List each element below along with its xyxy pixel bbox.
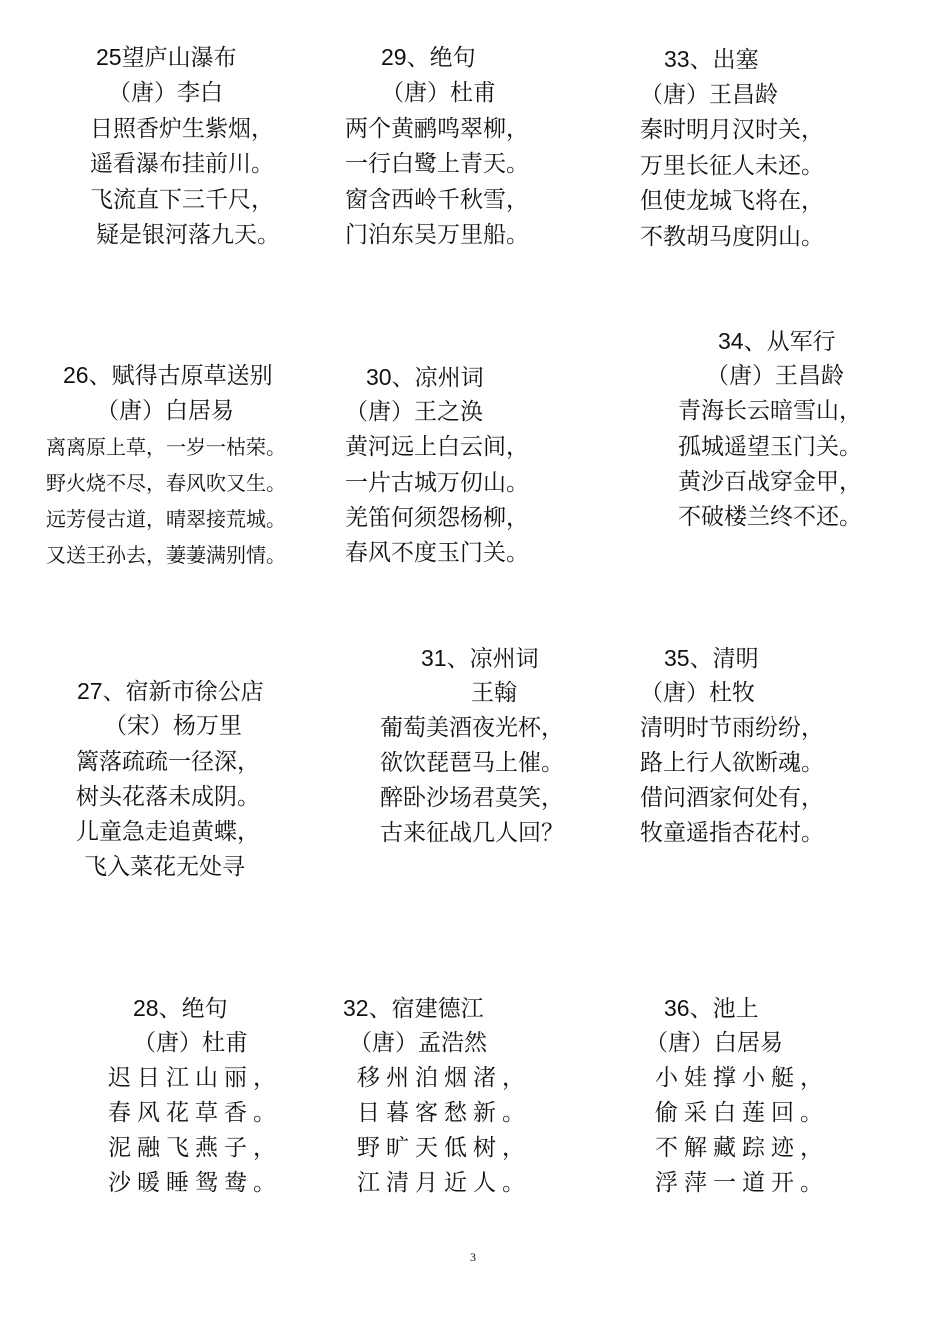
poem-line: 浮萍一道开。 [655,1170,829,1196]
poem-title-text: 、出塞 [689,47,759,73]
poem-line: 飞流直下三千尺， [90,187,274,213]
poem-author: （唐）杜甫 [381,80,496,106]
poem-line: 儿童急走追黄蝶， [76,819,260,845]
poem-author: （唐）王昌龄 [706,363,844,389]
poem-line: 不解藏踪迹， [655,1135,829,1161]
poem-line: 树头花落未成阴。 [76,784,260,810]
poem-line: 不教胡马度阴山。 [640,224,824,250]
poem-number: 31 [421,645,447,671]
poem-number: 29 [381,44,407,70]
poem-line: 篱落疏疏一径深， [76,749,260,775]
poem-line: 窗含西岭千秋雪， [345,187,529,213]
poem-title [421,645,539,672]
poem-author: （唐）王之涣 [345,399,483,425]
poem-line: 醉卧沙场君莫笑， [380,785,564,811]
poem-number: 36 [664,995,690,1021]
poem-line: 移州泊烟渚， [357,1065,531,1091]
poem-line: 万里长征人未还。 [640,153,824,179]
poem-author: （唐）李白 [108,80,223,106]
poem-title-text: 、清明 [689,646,759,672]
poem-title-text: 、池上 [689,996,759,1022]
poem-title-text: 、凉州词 [391,365,484,391]
poem-line: 路上行人欲断魂。 [640,750,824,776]
poem-title-text: 、赋得古原草送别 [88,363,273,389]
poem-line: 远芳侵古道，晴翠接荒城。 [46,507,286,531]
poem-title [664,645,759,672]
poem-number: 27 [77,678,103,704]
poem-title [63,362,273,389]
poem-title-text: 望庐山瀑布 [121,45,237,71]
poem-author: （唐）王昌龄 [640,82,778,108]
poem-author: （唐）杜牧 [640,680,755,706]
poem-line: 清明时节雨纷纷， [640,715,824,741]
poem-number: 28 [133,995,159,1021]
poem-line: 葡萄美酒夜光杯， [380,715,564,741]
poem-line: 孤城遥望玉门关。 [678,434,862,460]
poem-title [664,995,759,1022]
poem-line: 偷采白莲回。 [655,1100,829,1126]
poem-line: 黄沙百战穿金甲， [678,469,862,495]
poem-line: 不破楼兰终不还。 [678,504,862,530]
poem-line: 春风花草香。 [108,1100,282,1126]
poem-line: 秦时明月汉时关， [640,117,824,143]
poem-author: （宋）杨万里 [104,713,242,739]
poem-author: （唐）孟浩然 [349,1030,487,1056]
poem-number: 33 [664,46,690,72]
poem-number: 25 [96,44,122,70]
poem-line: 小娃撑小艇， [655,1065,829,1091]
poem-line: 门泊东吴万里船。 [345,222,529,248]
poem-author: （唐）白居易 [96,398,234,424]
poem-title [664,46,759,73]
poem-number: 34 [718,328,744,354]
poem-line: 野旷天低树， [357,1135,531,1161]
poem-line: 一片古城万仞山。 [345,470,529,496]
poem-number: 30 [366,364,392,390]
poem-line: 借问酒家何处有， [640,785,824,811]
poem-line: 野火烧不尽，春风吹又生。 [46,471,286,495]
poem-number: 35 [664,645,690,671]
poem-line: 飞入菜花无处寻 [84,854,245,880]
poem-line: 遥看瀑布挂前川。 [90,151,274,177]
poem-line: 沙暖睡鸳鸯。 [108,1170,282,1196]
poem-line: 古来征战几人回？ [380,820,564,846]
poem-line: 青海长云暗雪山， [678,398,862,424]
poem-title [366,364,484,391]
poem-line: 日暮客愁新。 [357,1100,531,1126]
poem-title [96,44,237,71]
poem-line: 离离原上草，一岁一枯荣。 [46,435,286,459]
poem-line: 春风不度玉门关。 [345,540,529,566]
poem-line: 疑是银河落九天。 [96,222,280,248]
poem-title [343,995,484,1022]
poem-line: 泥融飞燕子， [108,1135,282,1161]
poem-title [718,328,836,355]
poem-number: 26 [63,362,89,388]
poem-title [381,44,476,71]
poem-number: 32 [343,995,369,1021]
poem-title-text: 、凉州词 [446,646,539,672]
poem-line: 牧童遥指杏花村。 [640,820,824,846]
poem-line: 欲饮琵琶马上催。 [380,750,564,776]
poem-title-text: 、绝句 [406,45,476,71]
poem-line: 江清月近人。 [357,1170,531,1196]
poem-line: 迟日江山丽， [108,1065,282,1091]
page-number: 3 [470,1250,476,1264]
poem-line: 但使龙城飞将在， [640,188,824,214]
poem-line: 又送王孙去，萋萋满别情。 [46,543,286,567]
poem-author: （唐）杜甫 [133,1030,248,1056]
poem-title-text: 、从军行 [743,329,836,355]
poem-title-text: 、宿新市徐公店 [102,679,264,705]
poem-author: （唐）白居易 [645,1030,783,1056]
poem-line: 日照香炉生紫烟， [90,116,274,142]
poem-title [133,995,228,1022]
poem-line: 两个黄鹂鸣翠柳， [345,116,529,142]
poem-line: 黄河远上白云间， [345,434,529,460]
poem-author: 王翰 [471,680,517,706]
poem-title-text: 、宿建德江 [368,996,484,1022]
poem-title [77,678,264,705]
poem-line: 羌笛何须怨杨柳， [345,505,529,531]
poem-title-text: 、绝句 [158,996,228,1022]
poem-line: 一行白鹭上青天。 [345,151,529,177]
